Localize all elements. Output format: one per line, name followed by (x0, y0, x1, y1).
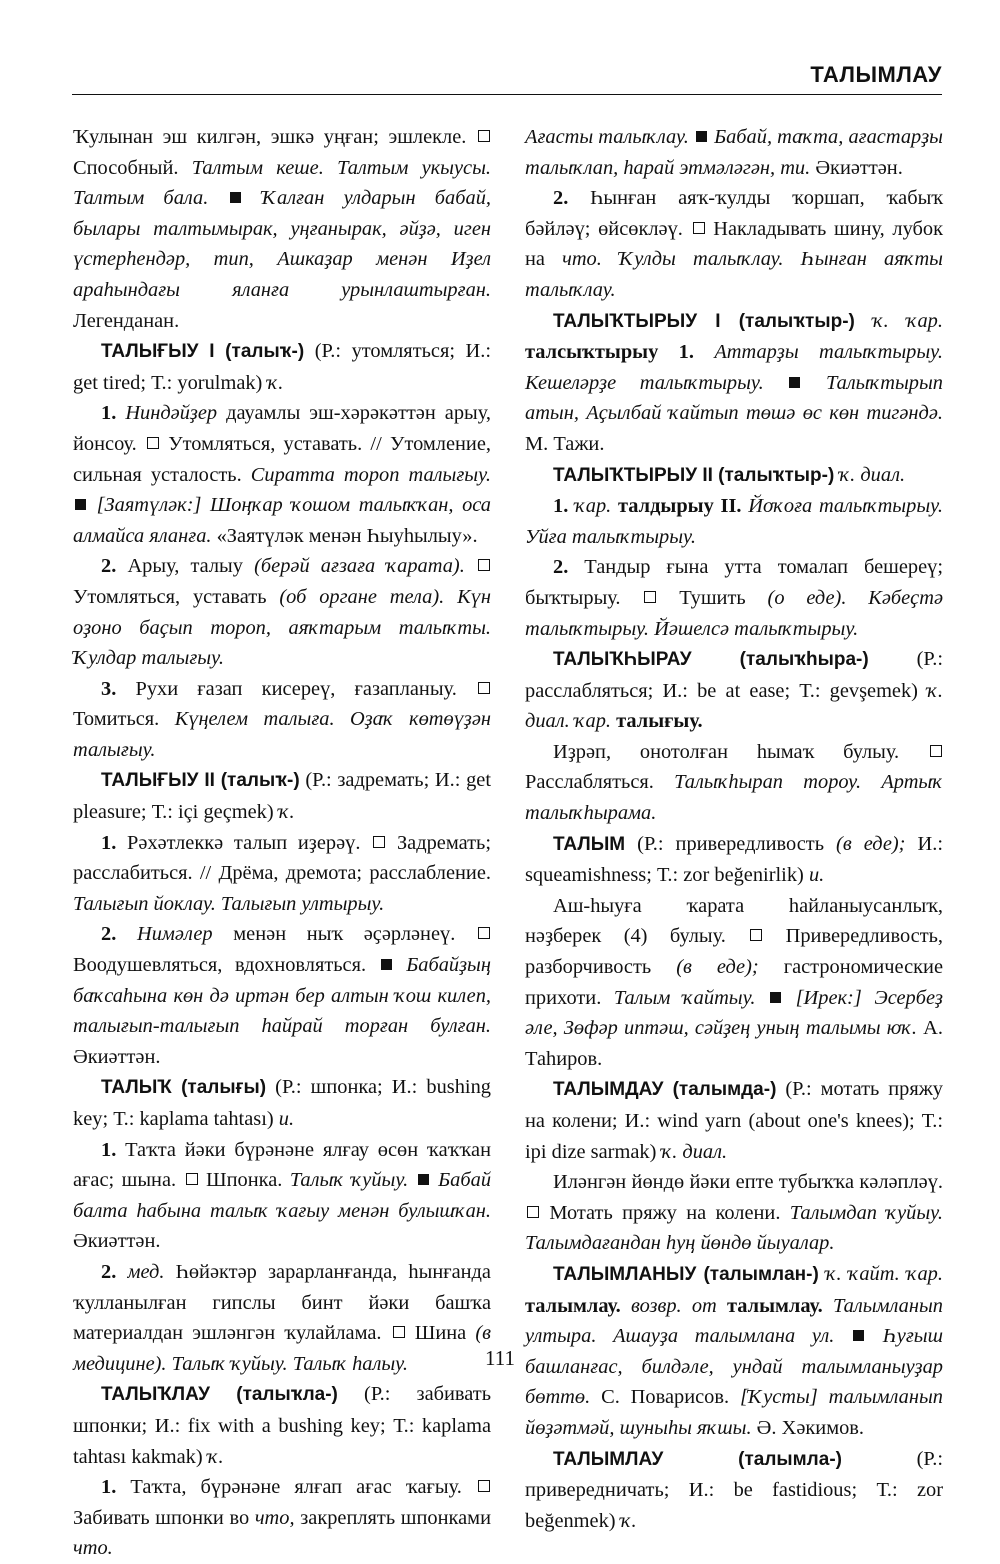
entry-paragraph (525, 737, 943, 829)
entry-paragraph (525, 1074, 943, 1167)
italic-text: мед. (127, 1260, 165, 1283)
italic-text: что, (254, 1506, 295, 1529)
entry-paragraph (525, 644, 943, 737)
entry-paragraph (525, 891, 943, 1075)
example-quote-marker-icon (75, 499, 86, 510)
italic-text: ҡ. диал. (661, 1140, 728, 1163)
definition-text: Мотать пряжу на колени. (540, 1201, 790, 1224)
definition-text: Әкиәттән. (73, 1230, 161, 1253)
definition-text (116, 923, 137, 945)
definition-text (764, 372, 788, 394)
example-quote-marker-icon (789, 377, 800, 388)
definition-text: М. Тажи. (525, 432, 605, 455)
italic-text: Талыҡтырып атын, Аҫылбай ҡайтып төшә өс көн тигәндә. (525, 371, 943, 425)
entry-paragraph (525, 1444, 943, 1537)
definition-text (602, 248, 619, 270)
headword: ТАЛЫҠҺЫРАУ (талыҡһыра-) (553, 649, 869, 671)
italic-text: Ниндәйҙер (125, 402, 218, 425)
italic-text: ҡ. диал. (839, 463, 906, 486)
italic-text: ҡ. ҡайт. ҡар. (825, 1262, 943, 1285)
definition-text: Таҡта йәки бүрәнәне ялғау өсөн ҡаҡҡан ағас; шына. (73, 1138, 491, 1192)
headword: ТАЛЫМЛАНЫУ (талымлан-) (553, 1263, 819, 1285)
entry-paragraph (525, 552, 943, 644)
definition-text: Легенданан. (73, 309, 180, 332)
definition-text: Воодушевляться, вдохновляться. (73, 954, 379, 977)
entry-paragraph (73, 551, 491, 673)
definition-text (855, 310, 873, 332)
entry-paragraph (73, 828, 491, 920)
definition-text: Задремать; расслабиться. // Дрёма, дремота; расслабление. (73, 831, 491, 885)
definition-text (802, 372, 826, 394)
italic-text: Бабайҙың баҡсаһына көн дә иртән бер алтын ҡош килеп, талығып-талығып һайрай торған булған. (73, 954, 491, 1038)
definition-text: (Р.: мотать пряжу на колени; И.: wind yarn (about one's knees); Т.: ipi dize sarmak) (525, 1078, 943, 1163)
entry-paragraph (73, 1135, 491, 1257)
definition-text: А. Таһиров. (525, 1017, 943, 1070)
entry-paragraph (73, 398, 491, 551)
bold-term: талымлау. (727, 1294, 823, 1317)
definition-text: Таҡта, бүрәнәне ялғап ағас ҡағыу. (116, 1476, 476, 1499)
bold-term: 1. (101, 1476, 117, 1499)
definition-text: (Р.: привередничать; И.: be fastidious; Т.: zor beğenmek) (525, 1447, 943, 1532)
definition-text: Тандыр ғына утта томалап бешереү; быҡтырыу. (525, 556, 943, 609)
definition-text: С. Поварисов. (590, 1386, 740, 1409)
italic-text: (об органе тела). (279, 585, 445, 608)
italic-text: Талыҡһырап тороу. Артыҡ талыҡһырама. (525, 771, 943, 825)
headword: ТАЛЫМДАУ (талымда-) (553, 1079, 777, 1101)
example-quote-marker-icon (770, 992, 781, 1003)
headword: ТАЛЫҠ (талығы) (101, 1077, 267, 1099)
russian-equivalent-marker-icon (644, 591, 656, 603)
italic-text: что. (562, 248, 602, 271)
italic-text: (берәй ағзаға ҡарата). (254, 555, 465, 578)
definition-text (208, 187, 227, 209)
entry-paragraph (73, 1072, 491, 1134)
bold-term: 1. (101, 831, 117, 854)
page-number: 111 (485, 1346, 515, 1370)
definition-text: Томиться. (73, 708, 175, 731)
italic-text: Талтым кеше. Талтым укыусы. Талтым бала. (73, 156, 491, 210)
bold-term: 1. (101, 402, 117, 425)
definition-text: Аш-һыуға ҡарата һайланыусанлыҡ, нәҙберек (4) булыу. (525, 894, 943, 948)
definition-text (717, 1295, 727, 1317)
entry-paragraph (73, 765, 491, 827)
italic-text: Ҡалған улдарын бабай, былары талтымырак, уңғанырак, әйҙә, иген үстерһендәр, тип, Ашкаҙар менән Иҙел араһындағы яланға урынлаштырған. (73, 187, 491, 301)
definition-text: Һынған аяҡ-ҡулды ҡоршап, ҡабыҡ бәйләү; өйсөкләү. (525, 187, 943, 240)
italic-text: Күн оҙоно баҫып тороп, аяҡтарым талыҡты. Ҡулдар талығыу. (73, 585, 491, 670)
example-quote-marker-icon (696, 131, 707, 142)
entry-paragraph (73, 122, 491, 336)
entry-paragraph (73, 1379, 491, 1472)
definition-text (866, 1325, 883, 1347)
entry-paragraph (525, 460, 943, 492)
entry-paragraph (525, 122, 943, 183)
italic-text: и. (808, 864, 825, 887)
definition-text: Утомляться, уставать. // Утомление, сильная усталость. (73, 432, 491, 486)
italic-text: Сиратта тороп талығыу. (250, 463, 491, 486)
definition-text (243, 187, 262, 209)
definition-text: Әкиәттән. (810, 156, 903, 179)
italic-text: и. (278, 1108, 295, 1130)
definition-text (408, 1169, 415, 1191)
italic-text: возвр. от (631, 1294, 717, 1317)
italic-text: ҡ. ҡар. (872, 309, 943, 332)
bold-term: 2. (553, 187, 569, 210)
italic-text: Йоҡоға талыҡтырыу. Уйға талыҡтырыу. (525, 495, 943, 548)
bold-term: 2. (101, 555, 117, 578)
definition-text (611, 495, 618, 517)
definition-text: Забивать шпонки во (73, 1506, 255, 1529)
russian-equivalent-marker-icon (750, 929, 762, 941)
definition-text (465, 555, 476, 577)
definition-text (819, 1263, 826, 1285)
italic-text: Талым ҡайтыу. (613, 986, 756, 1009)
italic-text: что. (73, 1537, 113, 1560)
definition-text (116, 402, 125, 424)
italic-text: ҡ. (278, 801, 295, 824)
definition-text: Тушить (657, 586, 768, 609)
example-quote-marker-icon (853, 1330, 864, 1341)
definition-text: Арыу, талыу (116, 555, 255, 578)
russian-equivalent-marker-icon (147, 437, 159, 449)
definition-text (394, 954, 407, 976)
italic-text: Талыҡ ҡуйыу. (289, 1169, 409, 1192)
definition-text: Утомляться, уставать (73, 585, 280, 608)
example-quote-marker-icon (381, 959, 392, 970)
definition-text: Әкиәттән. (73, 1045, 161, 1068)
definition-text: (Р.: расслабляться; И.: be at ease; Т.: gevşemek) (525, 648, 943, 702)
russian-equivalent-marker-icon (478, 559, 490, 571)
italic-text: Талымланып ултыра. Ашауҙа талымлана ул. (525, 1294, 943, 1348)
definition-text: Шпонка. (198, 1169, 290, 1192)
definition-text: (Р.: утомляться; И.: get tired; Т.: yorulmak) (73, 340, 492, 394)
bold-term: 1. (101, 1138, 117, 1161)
italic-text: [Заятүләк:] Шоңҡар ҡошом талыҡҡан, оса алмайса яланға. (73, 494, 491, 547)
italic-text: [Ҡусты] талымланып йөҙәтмәй, шуныһы яҡшы. (525, 1386, 943, 1439)
definition-text: Рәхәтлеккә талып иҙерәү. (116, 831, 372, 854)
italic-text: [Ирек:] Эсербеҙ әле, Зөфәр иптәш, сәйҙең уның талымы юҡ. (525, 986, 943, 1040)
headword: ТАЛЫҒЫУ I (талыҡ-) (101, 341, 305, 363)
russian-equivalent-marker-icon (478, 927, 490, 939)
definition-text: Ә. Хәкимов. (751, 1416, 865, 1439)
italic-text: Һуғыш башланғас, билдәле, ундай талымланыуҙар бөттө. (525, 1325, 943, 1409)
italic-text: Ҡулды талыҡлау. Һынған аяҡты талыҡлау. (525, 248, 943, 301)
header-headword: ТАЛЫМЛАУ (810, 62, 942, 87)
entry-paragraph (73, 674, 491, 766)
italic-text: Күңелем талыға. Оҙаҡ көтөүҙән талығыу. (73, 708, 491, 761)
definition-text: (Р.: задремать; И.: get pleasure; Т.: içi geçmek) (73, 769, 491, 824)
italic-text: ҡ. (267, 371, 284, 394)
italic-text: Талымдап ҡуйыу. Талымдағандан һуң йөндө йыуалар. (525, 1201, 943, 1255)
russian-equivalent-marker-icon (186, 1173, 198, 1185)
entry-paragraph (73, 336, 491, 398)
definition-text (116, 1261, 127, 1283)
definition-text: Привередливость, разборчивость (525, 925, 944, 979)
bold-term: талдырыу II. (618, 495, 742, 518)
definition-text (621, 1295, 631, 1317)
definition-text (823, 1295, 833, 1317)
russian-equivalent-marker-icon (930, 745, 942, 757)
bold-term: талсыҡтырыу 1. (525, 341, 694, 364)
running-header (72, 58, 942, 95)
definition-text: закреплять шпонками (294, 1506, 491, 1529)
russian-equivalent-marker-icon (693, 222, 705, 234)
entry-paragraph (525, 306, 943, 460)
definition-text: Рухи ғазап кисереү, ғазапланыу. (116, 677, 476, 700)
definition-text: Способный. (73, 156, 192, 179)
russian-equivalent-marker-icon (478, 1480, 490, 1492)
italic-text: ҡ. (207, 1445, 224, 1468)
example-quote-marker-icon (230, 192, 241, 203)
entry-paragraph (525, 183, 943, 305)
definition-text: Расслабляться. (525, 771, 675, 794)
definition-text (88, 494, 97, 516)
russian-equivalent-marker-icon (373, 836, 385, 848)
entry-paragraph (525, 1167, 943, 1259)
headword: ТАЛЫҠТЫРЫУ II (талыҡтыр-) (553, 464, 835, 486)
definition-text: Һөйәктәр зарарланғанда, һынғанда ҡулланылған гипслы бинт йәки башҡа материалдан эшләнгән ҡулайлама. (73, 1260, 491, 1345)
russian-equivalent-marker-icon (393, 1326, 405, 1338)
right-column (525, 122, 943, 1536)
example-quote-marker-icon (418, 1174, 429, 1185)
bold-term: талымлау. (525, 1294, 621, 1317)
bold-term: 2. (553, 556, 569, 579)
definition-text: Накладывать шину, лубок на (525, 217, 943, 271)
bold-term: 2. (101, 923, 117, 946)
definition-text (783, 987, 796, 1009)
headword: ТАЛЫМ (553, 833, 626, 855)
russian-equivalent-marker-icon (527, 1206, 539, 1218)
bold-term: 2. (101, 1260, 117, 1283)
italic-text: Бабай балта һабына талыҡ ҡағыу менән булышҡан. (73, 1169, 492, 1222)
italic-text: (в медицине). Талыҡ ҡуйыу. Талыҡ һалыу. (73, 1322, 492, 1375)
italic-text: (о еде). Кәбеҫтә талыҡтырыу. Йәшелсә талыҡтырыу. (525, 586, 944, 640)
entry-paragraph (525, 829, 943, 891)
italic-text: Талығып йоклау. Талығып ултырыу. (73, 892, 385, 915)
headword: ТАЛЫҠТЫРЫУ I (талыҡтыр-) (553, 310, 855, 332)
entry-paragraph (525, 491, 943, 552)
definition-text: (Р.: забивать шпонки; И.: fix with a bushing key; Т.: kaplama tahtası kakmak) (73, 1383, 492, 1468)
definition-text: Шина (405, 1322, 476, 1345)
definition-text: гастрономические прихоти. (525, 956, 943, 1009)
definition-text: Ҡулынан эш килгән, эшкә уңған; эшлекле. (73, 126, 476, 148)
entry-paragraph (73, 919, 491, 1072)
definition-text: «Заятүләк менән Һыуһылыу». (211, 524, 478, 547)
definition-text (444, 586, 457, 608)
russian-equivalent-marker-icon (478, 682, 490, 694)
italic-text: (в еде); (836, 832, 906, 855)
definition-text: Иҙрәп, онотолған һымаҡ булыу. (553, 740, 928, 763)
italic-text: Нимәлер (136, 923, 213, 946)
definition-text (755, 987, 768, 1009)
definition-text: (Р.: привередливость (625, 832, 837, 855)
definition-text (834, 1325, 851, 1347)
entry-paragraph (73, 1472, 491, 1564)
definition-text: Иләнгән йөндө йәки епте тубыҡҡа кәләпләү. (553, 1171, 943, 1194)
italic-text: Аттарҙы талыҡтырыу. Кешеләрҙе талыҡтырыу. (525, 341, 944, 394)
italic-text: ҡ. диал. ҡар. (525, 679, 943, 733)
definition-text: менән ныҡ әҫәрләнеү. (212, 923, 476, 946)
definition-text (694, 341, 714, 363)
headword: ТАЛЫҠЛАУ (талыҡла-) (101, 1384, 338, 1406)
definition-text (689, 126, 694, 148)
headword: ТАЛЫҒЫУ II (талыҡ-) (101, 770, 300, 792)
headword: ТАЛЫМЛАУ (талымла-) (553, 1448, 842, 1470)
italic-text: Бабай, таҡта, ағастарҙы талыҡлап, һарай этмәләгән, ти. (525, 126, 943, 179)
italic-text: (в еде); (676, 956, 759, 979)
italic-text: Ағасты талыҡлау. (525, 126, 689, 148)
bold-term: 1. (553, 495, 569, 518)
italic-text: ҡар. (575, 495, 612, 518)
italic-text: ҡ. (620, 1509, 637, 1532)
bold-term: талығыу. (616, 710, 703, 733)
definition-text: (Р.: шпонка; И.: bushing key; Т.: kaplama tahtası) (73, 1076, 491, 1130)
definition-text: дауамлы эш-хәрәкәттән арыу, йонсоу. (73, 402, 491, 455)
definition-text: И.: squeamishness; Т.: zor beğenirlik) (525, 832, 943, 887)
bold-term: 3. (101, 677, 117, 700)
russian-equivalent-marker-icon (478, 130, 490, 142)
